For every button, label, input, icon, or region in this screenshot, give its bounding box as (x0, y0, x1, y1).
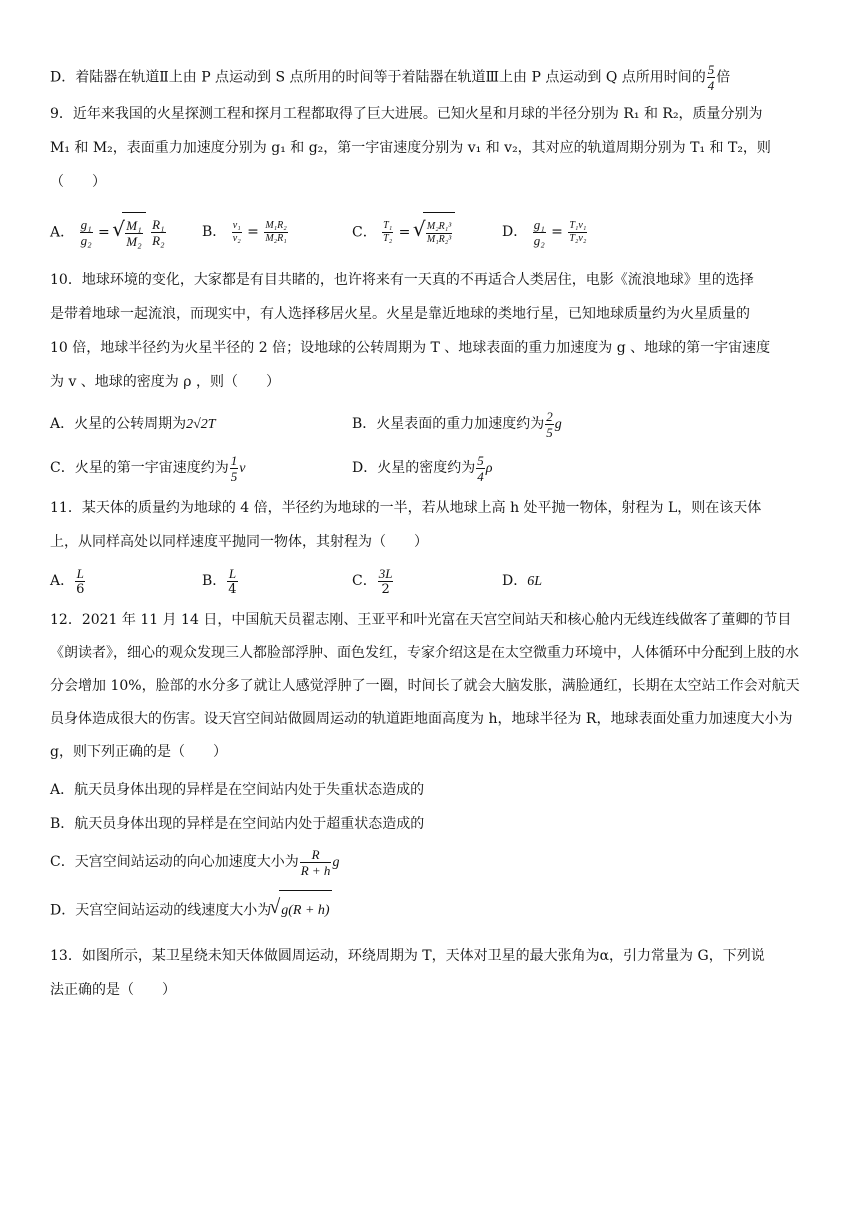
q10-stem-line1: 10．地球环境的变化，大家都是有目共睹的，也许将来有一天真的不再适合人类居住，电影《流浪地球》里的选择 (50, 272, 754, 288)
q8-fraction-numerator: 5 (707, 62, 715, 77)
q9-answer-blank: （ ） (50, 174, 106, 190)
q11-option-c (352, 561, 394, 601)
option-label: D． (502, 224, 528, 240)
q10-option-c (50, 448, 245, 489)
variable: g (332, 855, 340, 870)
denominator: T₂v₂ (569, 232, 587, 244)
denominator: 6 (76, 581, 85, 597)
q12-stem-paragraph: 12．2021 年 11 月 14 日，中国航天员翟志刚、王亚平和叶光富在天宫空间站天和核心舱内无线连线做客了董卿的节目《朗读者》，细心的观众发现三人都脸部浮肿、面色发红，专家介绍这是在太空微重力环境中，人体循环中分配到上肢的水分会增加 10%，脸部的水分多了就让人感觉浮肿了一圈，时间长了就会大脑发胀，满脸通红，长期在太空站工作会对航天员身体造成很大的伤害。设天宫空间站做圆周运动的轨道距地面高度为 h，地球半径为 R，地球表面处重力加速度大小为 g，则下列正确的是（ ） (50, 612, 800, 760)
denominator: M₁R₂³ (426, 233, 452, 245)
option-text: D．天宫空间站运动的线速度大小为 (50, 902, 272, 919)
denominator: 5 (230, 468, 238, 484)
denominator: v₂ (232, 232, 241, 244)
q10-option-d (352, 448, 492, 489)
q13-stem-line1: 13．如图所示，某卫星绕未知天体做圆周运动，环绕周期为 T，天体对卫星的最大张角为α，引力常量为 G，下列说 (50, 948, 765, 964)
numerator: 1 (230, 452, 238, 468)
variable: g (554, 417, 562, 432)
q10-option-a (50, 404, 216, 445)
q10-option-b (352, 404, 562, 445)
numerator: R₁ (152, 217, 165, 232)
option-label: A． (50, 573, 75, 589)
q10-stem-line2: 是带着地球一起流浪，而现实中，有人选择移居火星。火星是靠近地球的类地行星，已知地球质量约为火星质量的 (50, 306, 750, 322)
option-text: D．火星的密度约为 (352, 460, 476, 476)
q8-option-d-tail: 倍 (716, 69, 731, 86)
numerator: T₁v₁ (569, 219, 587, 231)
q12-option-c (50, 842, 339, 883)
denominator: 4 (477, 468, 484, 484)
numerator: 3L (378, 565, 393, 581)
q9-option-c: C． $\frac{\text{T₁}}{\text{T₂}}$ = √ $\frac{\text{M₂R₁³}}{\text{M₁R₂³}}$ (352, 212, 455, 253)
q12-option-b: B．航天员身体出现的异样是在空间站内处于超重状态造成的 (50, 816, 425, 832)
option-text: C．火星的第一宇宙速度约为 (50, 460, 229, 476)
denominator: g₂ (533, 232, 545, 248)
q9-stem-line2: M₁ 和 M₂，表面重力加速度分别为 g₁ 和 g₂，第一宇宙速度分别为 v₁ 和 v₂，其对应的轨道周期分别为 T₁ 和 T₂，则 (50, 140, 771, 156)
option-text: A．火星的公转周期为 (50, 416, 187, 432)
numerator: √ M₁ (126, 217, 142, 233)
option-math: √ g(R + h) (279, 890, 331, 931)
numerator: 2 (546, 408, 553, 424)
option-label: A． (50, 224, 75, 241)
option-math: 2√2T (186, 417, 216, 432)
denominator: R₂ (152, 233, 165, 248)
numerator: √ M₂R₁³ (426, 220, 452, 232)
denominator: M₂ (126, 233, 142, 249)
option-label: B． (202, 573, 227, 589)
denominator: 5 (546, 424, 553, 440)
numerator: T₁ (383, 220, 393, 231)
option-label: B． (202, 224, 227, 240)
q9-option-b: B． $\frac{\text{v₁}}{\text{v₂}}$ = $\frac{\text{M₁R₂}}{\text{M₂R₁}}$ (202, 219, 287, 244)
q11-option-b (202, 561, 239, 601)
option-label: C． (352, 573, 377, 589)
variable: v (239, 461, 246, 476)
numerator: v₁ (232, 219, 241, 231)
q10-stem-line4: 为 v 、地球的密度为 ρ ，则（ ） (50, 374, 280, 390)
q11-option-a (50, 561, 86, 601)
q12-option-a: A．航天员身体出现的异样是在空间站内处于失重状态造成的 (50, 782, 425, 798)
denominator: M₂R₁ (265, 232, 287, 244)
q8-option-d-text: D．着陆器在轨道Ⅱ上由 P 点运动到 S 点所用的时间等于着陆器在轨道Ⅲ上由 P 点运动到 Q 点所用时间的 (50, 69, 706, 86)
q9-option-a: A． $\frac{\text{g₁}}{\text{g₂}}$ = √ $\frac{\text{M₁}}{\text{M₂}}$ $\frac{\text{R₁}}{\text{R₂}}$ (50, 212, 167, 253)
q11-stem-line2: 上，从同样高处以同样速度平抛同一物体，其射程为（ ） (50, 534, 428, 550)
option-label: C． (352, 224, 377, 241)
option-text: C．天宫空间站运动的向心加速度大小为 (50, 854, 299, 870)
q8-fraction-denominator: 4 (707, 78, 715, 93)
denominator: R + h (300, 862, 331, 878)
denominator: g₂ (80, 233, 92, 248)
q13-stem-line2: 法正确的是（ ） (50, 982, 176, 998)
q9-option-d: D． $\frac{\text{g₁}}{\text{g₂}}$ = $\frac{\text{T₁v₁}}{\text{T₂v₂}}$ (502, 216, 587, 248)
numerator: M₁R₂ (265, 219, 287, 231)
q8-option-d (50, 62, 810, 93)
q12-option-d (50, 890, 332, 931)
denominator: 4 (228, 581, 237, 597)
numerator: R (300, 847, 332, 863)
q10-stem-line3: 10 倍，地球半径约为火星半径的 2 倍；设地球的公转周期为 T 、地球表面的重力加速度为 g 、地球的第一宇宙速度 (50, 340, 771, 356)
variable: ρ (485, 461, 493, 476)
denominator: 2 (381, 581, 390, 597)
numerator: L (76, 565, 84, 581)
option-math: 6L (527, 574, 543, 589)
q9-stem-line1: 9．近年来我国的火星探测工程和探月工程都取得了巨大进展。已知火星和月球的半径分别为 R₁ 和 R₂，质量分别为 (50, 106, 763, 122)
denominator: T₂ (383, 233, 393, 244)
numerator: 5 (477, 452, 484, 468)
q11-stem-line1: 11．某天体的质量约为地球的 4 倍，半径约为地球的一半，若从地球上高 h 处平抛一物体，射程为 L，则在该天体 (50, 500, 762, 516)
q11-option-d (502, 561, 542, 602)
numerator: g₁ (80, 217, 92, 232)
numerator: L (228, 565, 237, 581)
option-label: D． (502, 573, 528, 589)
option-text: B．火星表面的重力加速度约为 (352, 416, 545, 432)
numerator: g₁ (533, 216, 545, 232)
